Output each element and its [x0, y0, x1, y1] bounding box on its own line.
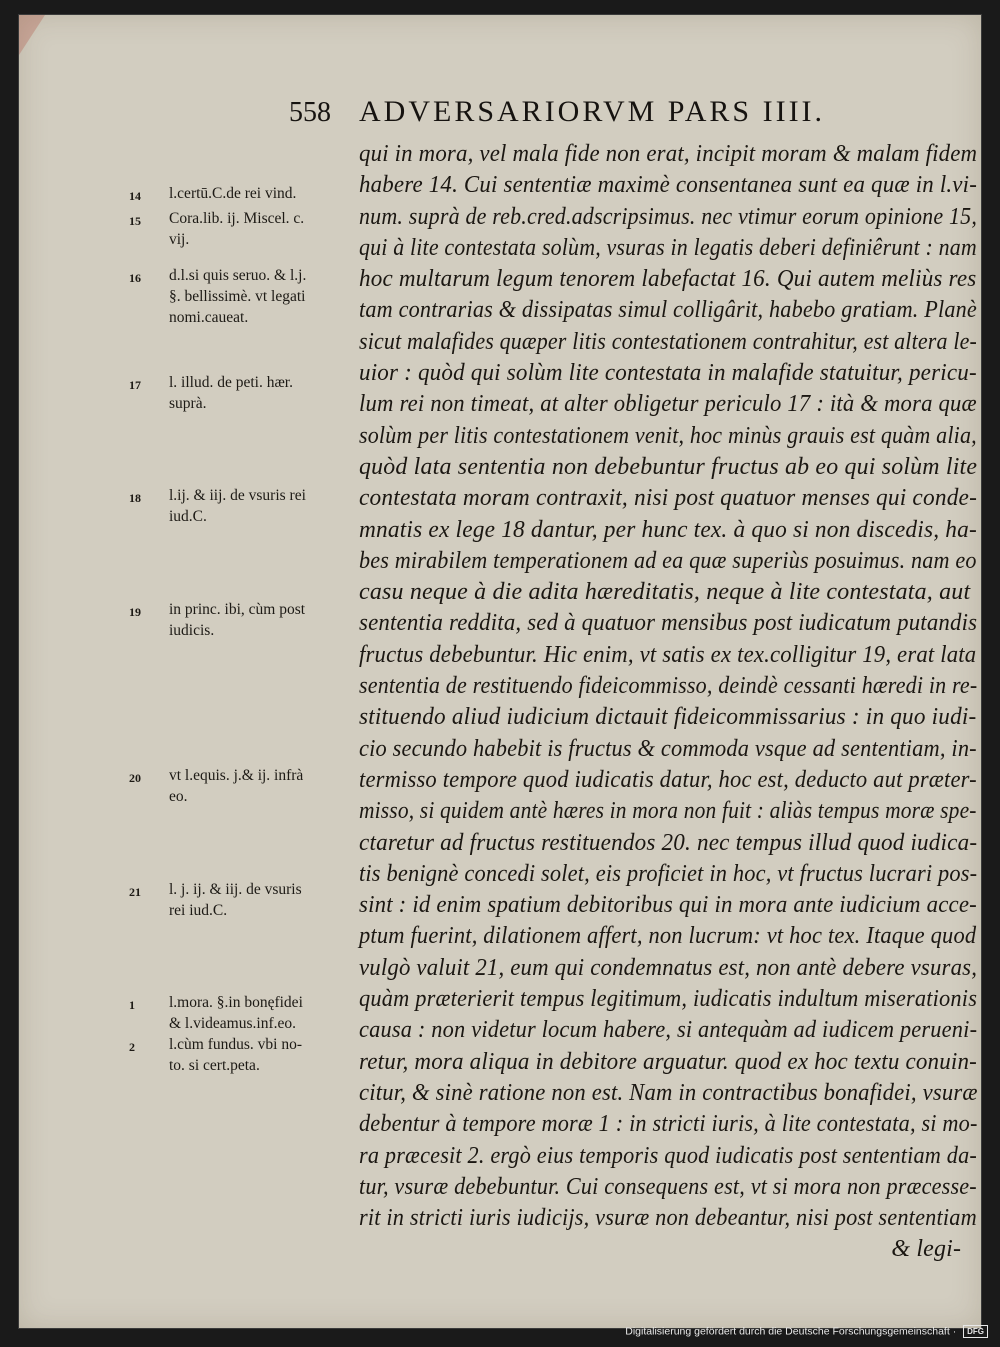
dfg-logo-icon: DFG	[963, 1325, 988, 1338]
text-line: qui à lite contestata solùm, vsuras in legatis deberi definiêrunt : nam	[359, 234, 977, 261]
text-line: causa : non videtur locum habere, si antequàm ad iudicem perueni-	[359, 1017, 978, 1044]
text-line: fructus debebuntur. Hic enim, vt satis ex tex.colligitur 19, erat lata	[359, 641, 977, 668]
text-line: quàm præterierit tempus legitimum, iudicatis indultum miserationis	[359, 986, 978, 1013]
text-line: uior : quòd qui solùm lite contestata in malafide statuitur, pericu-	[359, 360, 977, 387]
text-line: sententia reddita, sed à quatuor mensibus post iudicatum putandis	[359, 610, 978, 637]
text-line: vulgò valuit 21, eum qui condemnatus est, non antè debere vsuras,	[359, 954, 978, 981]
footer-credit: Digitalisierung gefördert durch die Deutsche Forschungsgemeinschaft ·	[625, 1325, 957, 1338]
text-line: bes mirabilem temperationem ad ea quæ superiùs posuimus. nam eo	[359, 547, 977, 574]
text-line: ra præcesit 2. ergò eius temporis quod iudicatis post sententiam da-	[359, 1142, 978, 1169]
note-text: in princ. ibi, cùm post iudicis.	[169, 601, 306, 639]
note-text: l.certū.C.de rei vind.	[169, 185, 297, 202]
text-line: stituendo aliud iudicium dictauit fideicommissarius : in quo iudi-	[359, 704, 977, 731]
note-number: 2	[129, 1040, 135, 1054]
text-line: tam contrarias & dissipatas simul colligârit, habebo gratiam. Planè	[359, 297, 977, 324]
text-line: casu neque à die adita hæreditatis, neque à lite contestata, aut	[359, 579, 971, 606]
note-text: l. illud. de peti. hær. suprà.	[169, 374, 293, 412]
text-line: tis benignè concedi solet, eis proficiet in hoc, vt fructus lucrari pos-	[359, 860, 978, 887]
text-line: tur, vsuræ debebuntur. Cui consequens est, vt si mora non præcesse-	[359, 1173, 977, 1200]
text-line: habere 14. Cui sententiæ maximè consentanea sunt ea quæ in l.vi-	[359, 172, 978, 199]
note-text: d.l.si quis seruo. & l.j. §. bellissimè. vt legati nomi.caueat.	[169, 267, 307, 326]
note-number: 21	[129, 885, 141, 899]
text-line: sicut malafides quæper litis contestationem contrahitur, est altera le-	[359, 328, 978, 355]
text-line: quòd lata sententia non debebuntur fructus ab eo qui solùm lite	[359, 453, 978, 480]
text-line: ptum fuerint, dilationem affert, non lucrum: vt hoc tex. Itaque quod	[359, 923, 977, 950]
note-number: 20	[129, 771, 141, 785]
note-number: 16	[129, 271, 141, 285]
note-text: l.mora. §.in bonęfidei & l.videamus.inf.eo.	[169, 994, 303, 1032]
text-line: num. suprà de reb.cred.adscripsimus. nec vtimur eorum opinione 15,	[359, 203, 978, 230]
note-number: 14	[129, 189, 141, 203]
text-line: ctaretur ad fructus restituendos 20. nec tempus illud quod iudica-	[359, 829, 978, 856]
text-line: hoc multarum legum tenorem labefactat 16. Qui autem meliùs res	[359, 266, 977, 293]
text-line: termisso tempore quod iudicatis datur, hoc est, deducto aut præter-	[359, 766, 977, 793]
text-line: contestata moram contraxit, nisi post quatuor menses qui conde-	[359, 485, 978, 512]
page-corner-tab	[19, 15, 45, 55]
text-line: solùm per litis contestationem venit, hoc minùs grauis est quàm alia,	[359, 422, 977, 449]
note-number: 15	[129, 214, 141, 228]
text-line: citur, & sinè ratione non est. Nam in contractibus bonafidei, vsuræ	[359, 1079, 978, 1106]
note-text: l. j. ij. & iij. de vsuris rei iud.C.	[169, 881, 302, 919]
text-line: cio secundo habebit is fructus & commoda vsque ad sententiam, in-	[359, 735, 977, 762]
running-title: ADVERSARIORVM PARS IIII.	[359, 95, 826, 128]
note-number: 18	[129, 491, 141, 505]
note-text: l.ij. & iij. de vsuris rei iud.C.	[169, 487, 306, 525]
main-text-block	[359, 139, 979, 1266]
page-number: 558	[289, 97, 331, 128]
text-line: qui in mora, vel mala fide non erat, incipit moram & malam fidem	[359, 141, 978, 167]
note-number: 19	[129, 605, 141, 619]
catchword-line: & legi-	[891, 1236, 962, 1263]
text-line: rit in stricti iuris iudicijs, vsuræ non debeantur, nisi post sententiam	[359, 1205, 977, 1232]
digitization-footer	[0, 1325, 1000, 1341]
scanned-page	[18, 14, 982, 1329]
text-line: lum rei non timeat, at alter obligetur periculo 17 : ità & mora quæ	[359, 391, 977, 418]
note-number: 1	[129, 998, 135, 1012]
text-line: retur, mora aliqua in debitore arguatur. quod ex hoc textu conuin-	[359, 1048, 978, 1075]
note-text: Cora.lib. ij. Miscel. c. vij.	[169, 210, 305, 248]
text-line: misso, si quidem antè hæres in mora non fuit : aliàs tempus moræ spe-	[359, 798, 977, 825]
text-line: debentur à tempore moræ 1 : in stricti iuris, à lite contestata, si mo-	[359, 1111, 978, 1138]
running-head	[289, 95, 982, 129]
text-line: sint : id enim spatium debitoribus qui in mora ante iudicium acce-	[359, 892, 977, 919]
text-line: sententia de restituendo fideicommisso, deindè cessanti hæredi in re-	[359, 673, 978, 700]
note-number: 17	[129, 378, 141, 392]
note-text: l.cùm fundus. vbi no- to. si cert.peta.	[169, 1036, 303, 1074]
text-line: mnatis ex lege 18 dantur, per hunc tex. à quo si non discedis, ha-	[359, 516, 977, 543]
note-text: vt l.equis. j.& ij. infrà eo.	[169, 767, 304, 805]
